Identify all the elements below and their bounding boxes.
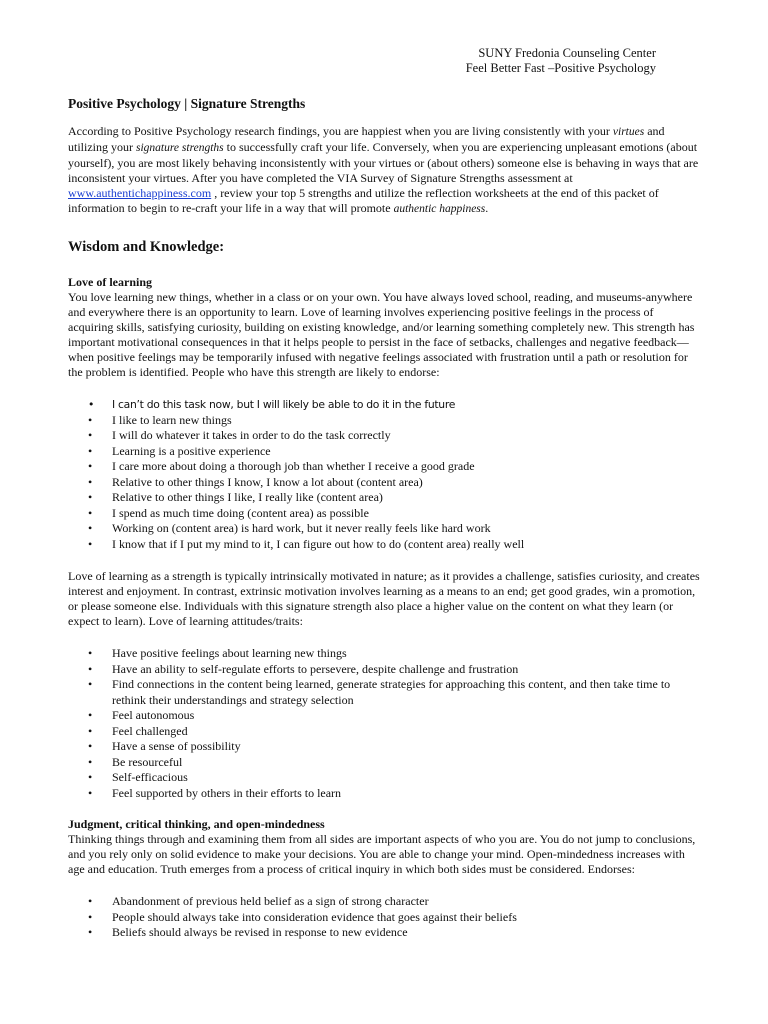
list-item: • I will do whatever it takes in order to do the task correctly — [68, 428, 700, 444]
intro-text-5: . — [485, 201, 489, 215]
judgment-endorse-list — [68, 894, 700, 941]
intro-text-1: According to Positive Psychology research findings, you are happiest when you are living consistently with your — [68, 124, 613, 138]
love-of-learning-paragraph: You love learning new things, whether in a class or on your own. You have always loved school, reading, and museums-anywhere and everywhere there is an opportunity to learn. Love of learning involves experiencing positive feelings in the process of acquiring skills, satisfying curiosity, building on existing knowledge, and/or learning something completely new. This strength has important motivational consequences in that it helps people to persist in the face of setbacks, challenges and negative feedback—when positive feelings may be temporarily infused with negative feelings associated with frustration until a path or resolution for the problem is identified. People who have this strength are likely to endorse: — [68, 290, 695, 379]
intro-emphasis-virtues: virtues — [612, 126, 645, 138]
document-title: Positive Psychology | Signature Strengths — [68, 96, 306, 111]
list-item: • Relative to other things I like, I really like (content area) — [68, 490, 700, 506]
intro-text-4: , review your top 5 strengths and utilize the reflection worksheets at the end of this packet of information to begin to re-craft your life in a way that will promote — [68, 186, 659, 215]
list-item: • I care more about doing a thorough job than whether I receive a good grade — [68, 459, 700, 475]
list-item: • I like to learn new things — [68, 413, 700, 429]
love-of-learning-endorse-list — [68, 397, 700, 552]
list-item: • Find connections in the content being learned, generate strategies for approaching this content, and then take time to rethink their understandings and strategy selection — [68, 677, 700, 708]
list-item: • I can’t do this task now, but I will likely be able to do it in the future — [68, 397, 700, 413]
intro-emphasis-signature-strengths: signature strengths — [136, 142, 224, 154]
list-item: • I know that if I put my mind to it, I can figure out how to do (content area) really well — [68, 537, 700, 553]
list-item: • Be resourceful — [68, 755, 700, 771]
list-item: • Relative to other things I know, I know a lot about (content area) — [68, 475, 700, 491]
section-heading: Wisdom and Knowledge: — [68, 239, 225, 255]
authentichappiness-link[interactable]: www.authentichappiness.com — [68, 186, 212, 200]
document-body — [68, 96, 700, 941]
list-item: • Feel challenged — [68, 724, 700, 740]
intro-text-2: and utilizing your — [68, 124, 665, 154]
page-header — [466, 46, 656, 76]
love-of-learning-traits-list — [68, 646, 700, 801]
list-item: • Working on (content area) is hard work, but it never really feels like hard work — [68, 521, 700, 537]
list-item: • Feel autonomous — [68, 708, 700, 724]
intro-paragraph — [68, 124, 700, 217]
list-item: • I spend as much time doing (content area) as possible — [68, 506, 700, 522]
judgment-paragraph: Thinking things through and examining them from all sides are important aspects of who you are. You do not jump to conclusions, and you rely only on solid evidence to make your decisions. You are able to change your mind. Open-mindedness increases with age and education. Truth emerges from a process of critical inquiry in which both sides must be considered. Endorses: — [68, 832, 696, 876]
judgment-heading: Judgment, critical thinking, and open-mindedness — [68, 817, 325, 831]
list-item: • People should always take into consideration evidence that goes against their beliefs — [68, 910, 700, 926]
list-item: • Abandonment of previous held belief as a sign of strong character — [68, 894, 700, 910]
intro-text-3: to successfully craft your life. Conversely, when you are experiencing unpleasant emotions (about yourself), you are most likely behaving inconsistently with your virtues or (about others) someone else is behaving in ways that are inconsistent your virtues. After you have completed the VIA Survey of Signature Strengths assessment at — [68, 140, 699, 185]
list-item: • Have an ability to self-regulate efforts to persevere, despite challenge and frustration — [68, 662, 700, 678]
list-item: • Have a sense of possibility — [68, 739, 700, 755]
intro-emphasis-authentic-happiness: authentic happiness — [393, 203, 486, 215]
header-series-title: Feel Better Fast –Positive Psychology — [465, 61, 656, 75]
list-item: • Have positive feelings about learning new things — [68, 646, 700, 662]
list-item: • Beliefs should always be revised in response to new evidence — [68, 925, 700, 941]
header-organization: SUNY Fredonia Counseling Center — [478, 46, 656, 60]
list-item: • Learning is a positive experience — [68, 444, 700, 460]
list-item: • Feel supported by others in their efforts to learn — [68, 786, 700, 802]
list-item: • Self-efficacious — [68, 770, 700, 786]
love-of-learning-paragraph-2: Love of learning as a strength is typically intrinsically motivated in nature; as it provides a challenge, satisfies curiosity, and creates interest and enjoyment. In contrast, extrinsic motivation involves learning as a means to an end; get good grades, win a promotion, or please someone else. Individuals with this signature strength also place a higher value on the content on what they learn (or expect to learn). Love of learning attitudes/traits: — [68, 569, 700, 628]
love-of-learning-heading: Love of learning — [68, 275, 152, 289]
